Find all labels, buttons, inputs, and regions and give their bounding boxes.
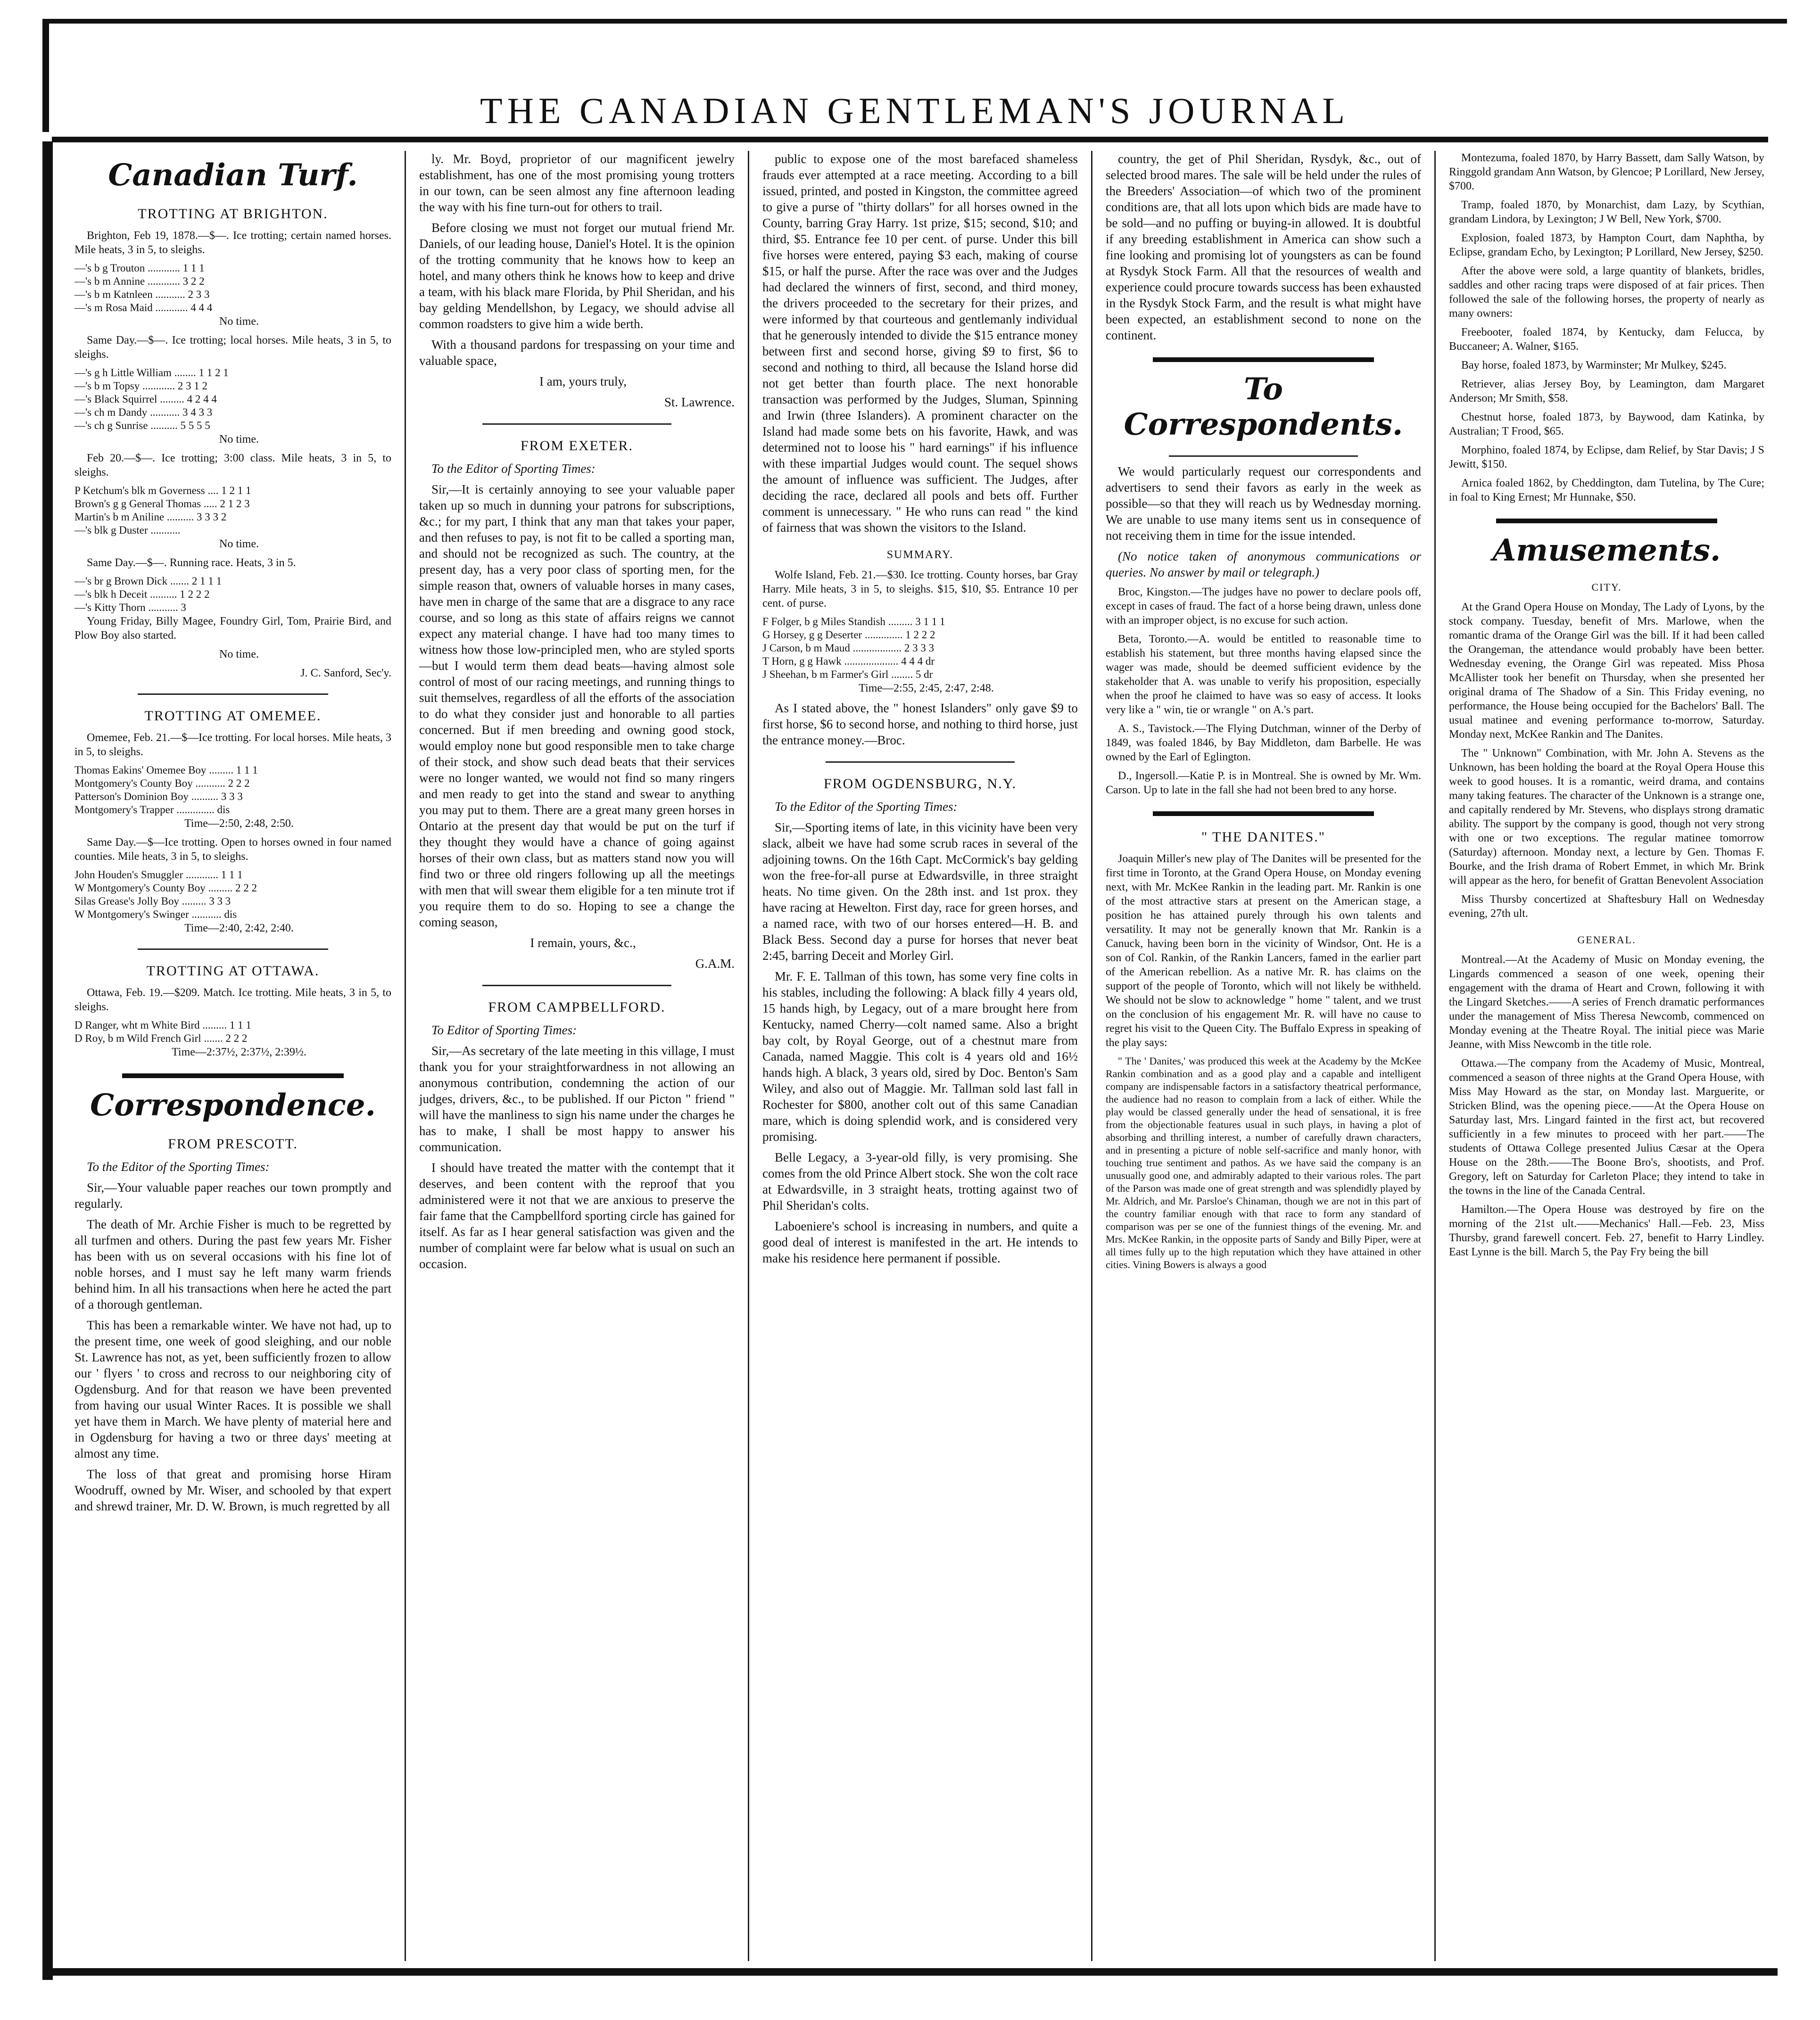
article-paragraph: Miss Thursby concertized at Shaftesbury Hall on Wednesday evening, 27th ult. [1449, 893, 1764, 920]
section-heading-correspondents: To Correspondents. [1124, 371, 1403, 442]
top-band [42, 19, 1787, 132]
result-line: —'s b m Annine ............ 3 2 2 [74, 275, 205, 287]
article-paragraph: The death of Mr. Archie Fisher is much to be regretted by all turfmen and others. During the past few years Mr. Fisher has been with us on several occasions with his fine lot of noble horses, and I must say he left many warm friends behind him. In all his transactions when here he acted the part of a thorough gentleman. [74, 1217, 391, 1311]
article-paragraph: Sir,—As secretary of the late meeting in this village, I must thank you for your straightforwardness in not allowing an anonymous contribution, condemning the action of our judges, drivers, &c., to be published. If our Picton " friend " will have the manliness to sign his name under the charges he has to make, I shall be most happy to answer his communication. [419, 1044, 735, 1154]
summary-time: Time—2:55, 2:45, 2:47, 2:48. [859, 682, 994, 694]
feb20-results [74, 484, 391, 537]
heavy-rule [1153, 811, 1373, 816]
sale-entry: After the above were sold, a large quantity of blankets, bridles, saddles and other racing traps were disposed of at fair prices. Then followed the sale of the following horses, the property of nearly as many owners: [1449, 265, 1764, 320]
exeter-title: FROM EXETER. [520, 438, 633, 453]
separator [826, 761, 1015, 763]
result-line: —'s g h Little William ........ 1 1 2 1 [74, 367, 229, 379]
result-line: T Horn, g g Hawk .................... 4 4 4 dr [762, 655, 935, 667]
result-line: —'s blk h Deceit .......... 1 2 2 2 [74, 588, 210, 600]
signature: St. Lawrence. [664, 395, 735, 409]
result-line: Martin's b m Aniline .......... 3 3 3 2 [74, 511, 227, 523]
answer-paragraph: A. S., Tavistock.—The Flying Dutchman, winner of the Derby of 1849, was foaled 1846, by Bay Middleton, dam Barbelle. He was owned by the Earl of Eglington. [1106, 723, 1421, 763]
article-paragraph: Sir,—Sporting items of late, in this vicinity have been very slack, albeit we have had some scrub races in several of the adjoining towns. On the 16th Capt. McCormick's bay gelding won the free-for-all purse at Edwardsville, in three straight heats. No time given. On the 28th inst. and 1st prox. they have racing at Hewelton. First day, race for green horses, and a named race, with two of our horses entered—H. B. and Black Bess. Second day a purse for horses that never beat 2:45, barring Deceit and Morley Girl. [762, 820, 1078, 963]
result-line: —'s ch m Dandy ........... 3 4 3 3 [74, 406, 213, 418]
omemee-intro: Omemee, Feb. 21.—$—Ice trotting. For local horses. Mile heats, 3 in 5, to sleighs. [74, 732, 391, 758]
omemee-time2: Time—2:40, 2:42, 2:40. [184, 922, 294, 934]
result-line: —'s m Rosa Maid ............ 4 4 4 [74, 302, 213, 313]
sale-entry: Tramp, foaled 1870, by Monarchist, dam Lazy, by Scythian, grandam Lindora, by Lexington; J W Bell, New York, $700. [1449, 199, 1764, 225]
result-line: J Sheehan, b m Farmer's Girl ........ 5 dr [762, 668, 933, 680]
feb20-intro: Feb 20.—$—. Ice trotting; 3:00 class. Mile heats, 3 in 5, to sleighs. [74, 452, 391, 478]
result-line: Patterson's Dominion Boy .......... 3 3 3 [74, 791, 243, 802]
result-line: W Montgomery's Swinger ........... dis [74, 908, 237, 920]
answer-paragraph: Beta, Toronto.—A. would be entitled to reasonable time to establish his statement, but three months having elapsed since the wager was made, should be deemed sufficient evidence by the stakeholder that A. was unable to verify his proposition, especially when the proof he claimed to have was so easy of access. It looks very like a " win, tie or wrangle " on A.'s part. [1106, 633, 1421, 716]
separator [482, 423, 671, 425]
result-line: —'s blk g Duster ........... [74, 524, 181, 536]
anonymous-notice: (No notice taken of anonymous communications or queries. No answer by mail or telegraph.) [1106, 549, 1421, 579]
article-paragraph: As I stated above, the " honest Islanders" only gave $9 to first horse, $6 to second horse, and nothing to third horse, just the entrance money.—Broc. [762, 701, 1078, 747]
article-paragraph: The loss of that great and promising horse Hiram Woodruff, owned by Mr. Wiser, and schooled by that expert and shrewd trainer, Mr. D. W. Brown, is much regretted by all [74, 1467, 391, 1513]
article-paragraph: Belle Legacy, a 3-year-old filly, is very promising. She comes from the old Prince Albert stock. She won the colt race at Edwardsville, in 3 straight heats, trotting against two of Phil Sheridan's colts. [762, 1150, 1078, 1212]
danites-title: " THE DANITES." [1201, 829, 1326, 845]
article-paragraph: The " Unknown" Combination, with Mr. John A. Stevens as the Unknown, has been holding the board at the Royal Opera House this week to good houses. It is a romantic, weird drama, and contains many taking features. The character of the Unknown is a strange one, and capitally rendered by Mr. Stevens, who displays strong dramatic ability. The support by the company is good, though not very strong with one or two exceptions. The regular matinee tomorrow (Saturday) afternoon. Monday next, a lecture by Gen. Thomas F. Bourke, and the Irish drama of Robert Emmet, in which Mr. Brink will appear as the hero, for benefit of Grattan Benevolent Association [1449, 747, 1764, 887]
article-paragraph: Montreal.—At the Academy of Music on Monday evening, the Lingards commenced a season of one week, opening their engagement with the drama of Heart and Crown, following it with the Lingard Sketches.——A series of French dramatic performances under the management of Miss Theresa Newcomb, commenced on Monday evening at the Theatre Royal. The initial piece was Marie Jeanne, with Miss Newcomb in the title role. [1449, 954, 1764, 1051]
brighton-results [74, 262, 391, 314]
sale-entry: Morphino, foaled 1874, by Eclipse, dam Relief, by Star Davis; J S Jewitt, $150. [1449, 444, 1764, 470]
result-line: F Folger, b g Miles Standish ......... 3 1 1 1 [762, 616, 945, 627]
result-line: G Horsey, g g Deserter .............. 1 2 2 2 [762, 629, 935, 641]
same-day2-results [74, 575, 391, 614]
result-line: Brown's g g General Thomas ..... 2 1 2 3 [74, 498, 250, 510]
article-paragraph: Ottawa.—The company from the Academy of Music, Montreal, commenced a season of three nights at the Grand Opera House, with Miss May Howard as the star, on Monday last. Marguerite, or Stricken Blind, was the opening piece.——At the Opera House on Saturday last, Mrs. Lingard fainted in the first act, but recovered sufficiently in a few minutes to proceed with her part.——The students of Ottawa College presented Julius Cæsar at the Opera House on the 28th.——The Boone Bro's, shootists, and Prof. Gregory, left on Saturday for Carleton Place; they intend to take in the towns in the line of the Canada Central. [1449, 1057, 1764, 1197]
omemee-intro2: Same Day.—$—Ice trotting. Open to horses owned in four named counties. Mile heats, 3 in 5, to sleighs. [74, 836, 391, 863]
columns [61, 151, 1778, 1961]
omemee-results [74, 764, 391, 816]
same-day2-note: Young Friday, Billy Magee, Foundry Girl, Tom, Prairie Bird, and Plow Boy also started. [74, 615, 391, 642]
result-line: —'s Kitty Thorn ........... 3 [74, 602, 186, 613]
ottawa-time: Time—2:37½, 2:37½, 2:39½. [172, 1046, 306, 1058]
article-paragraph: At the Grand Opera House on Monday, The Lady of Lyons, by the stock company. Tuesday, benefit of Mrs. Marlowe, when the romantic drama of the Orange Girl was the bill. If it had been called the Orangeman, the attendance would probably have been better. Wednesday evening, the Orange Girl was repeated. Miss Phosa McAllister took her benefit on Thursday, when she presented her original drama of The Shadow of a Sin. This Friday evening, no performance, the House being occupied for the Bachelors' Ball. The usual matinee and evening performance to-morrow, Saturday. Monday next, McKee Rankin and The Danites. [1449, 601, 1764, 741]
ottawa-results [74, 1019, 391, 1045]
answer-paragraph: D., Ingersoll.—Katie P. is in Montreal. She is owned by Mr. Wm. Carson. Up to late in the fall she had not been bred to any horse. [1106, 770, 1421, 796]
section-heading-turf: Canadian Turf. [108, 157, 358, 193]
omemee-time: Time—2:50, 2:48, 2:50. [184, 817, 294, 830]
result-line: D Roy, b m Wild French Girl ....... 2 2 2 [74, 1032, 248, 1044]
same-day1-results [74, 366, 391, 432]
result-line: —'s b m Katnleen ........... 2 3 3 [74, 289, 210, 300]
bottom-rule [42, 1968, 1778, 1976]
result-line: J Carson, b m Maud .................. 2 3 3 3 [762, 642, 935, 654]
closing: I remain, yours, &c., [530, 936, 636, 950]
same-day2-intro: Same Day.—$—. Running race. Heats, 3 in 5. [87, 557, 296, 569]
article-paragraph: public to expose one of the most barefaced shameless frauds ever attempted at a race meeting. According to a bill issued, printed, and posted in Kingston, the committee agreed to give a purse of "thirty dollars" for all horses owned in the County, barring Gray Harry. 1st prize, $15; second, $10; and third, $5. Entrance fee 10 per cent. of purse. Under this bill five horses were entered, paying $3 each, making of course $15, or half the purse. After the race was over and the Judges had declared the winners of first, second, and third money, the drivers proceeded to the secretary for their prizes, and were informed by that courteous and gentlemanly individual that he generously intended to divide the $15 entrance money between first and second horse, giving $9 to first, $6 to second and nothing to third, all because the Island horse did not get better than fourth place. The next honorable transaction was performed by the Judges, Sluman, Spinning and Irwin (three Islanders). A prominent character on the Island had made some bets on his favorite, Hawk, and was determined not to loose his " hard earnings" if his influence with these impartial Judges would count. The sequel shows the amount of influence was sufficient. The Judges, after deciding the race, declared all pools and bets off. Further comment is unnecessary. " He who runs can read " the kind of fairness that was shown the visitors to the Island. [762, 152, 1078, 535]
ottawa-title: TROTTING AT OTTAWA. [146, 963, 320, 979]
heavy-rule [122, 1073, 344, 1078]
result-line: Montgomery's County Boy ........... 2 2 2 [74, 777, 250, 789]
result-line: —'s br g Brown Dick ....... 2 1 1 1 [74, 575, 222, 587]
brighton-title: TROTTING AT BRIGHTON. [138, 206, 328, 222]
omemee-title: TROTTING AT OMEMEE. [144, 708, 322, 724]
sale-entry: Montezuma, foaled 1870, by Harry Bassett, dam Sally Watson, by Ringgold grandam Ann Watson, by Glencoe; P Lorillard, New Jersey, $700. [1449, 152, 1764, 192]
heavy-rule [1496, 519, 1717, 523]
general-heading: GENERAL. [1577, 934, 1636, 946]
result-line: W Montgomery's County Boy ......... 2 2 2 [74, 882, 257, 894]
feb20-time: No time. [219, 538, 259, 550]
result-line: —'s Black Squirrel ......... 4 2 4 4 [74, 393, 217, 405]
article-paragraph: Sir,—It is certainly annoying to see your valuable paper taken up so much in dunning your patrons for subscriptions, &c.; for my part, I think that any man that takes your paper, and then refuses to pay, is not fit to be called a sporting man, and should not be recognized as such. The country, at the present day, has a very poor class of sporting men, for the simple reason that, owners of valuable horses in many cases, have men in charge of the same that are a disgrace to any race course, and so long as this state of affairs reigns we cannot expect any material change. I have had too many times to witness how those low-principled men, who are styled sports—but I would term them dead beats—having almost sole control of most of our racing meetings, and running things to suit themselves, regardless of all the efforts of the association to do what they consider just and honorable to all parties concerned. But if men breeding and owning good stock, would employ none but good responsible men to take charge of their stock, and show such dead beats that their services were no longer wanted, we would not find so many ringers and men ready to get into the stand and swear to anything you may put to them. There are a great many green horses in Ontario at the present day that would be put on the turf if they thought they would have a chance of going against horses of their own class, but as matters stand now you will find two or three old ringers following up all the meetings with men that will swear them eligible for a ten minute trot if you require them to do so. Hoping to see a change the coming season, [419, 482, 735, 929]
signature: G.A.M. [695, 956, 735, 971]
sale-entry: Explosion, foaled 1873, by Hampton Court, dam Naphtha, by Eclipse, grandam Echo, by Lexington; P Lorillard, New Jersey, $250. [1449, 232, 1764, 258]
section-heading-correspondence: Correspondence. [90, 1088, 376, 1123]
article-paragraph: I should have treated the matter with the contempt that it deserves, and been content with the reproof that you administered were it not that we are anxious to preserve the fair fame that the Campbellford sporting circle has gained for itself. As far as I hear general satisfaction was given and the number of complaint were far below what is usual on such an occasion. [419, 1161, 735, 1271]
closing: I am, yours truly, [539, 374, 627, 388]
same-day2-time: No time. [219, 648, 259, 660]
column-5 [1434, 151, 1778, 1961]
sale-entry: Chestnut horse, foaled 1873, by Baywood, dam Katinka, by Australian; T Frood, $65. [1449, 411, 1764, 437]
exeter-salutation: To the Editor of Sporting Times: [431, 462, 596, 476]
article-paragraph: Sir,—Your valuable paper reaches our town promptly and regularly. [74, 1180, 391, 1211]
summary-intro: Wolfe Island, Feb. 21.—$30. Ice trotting. County horses, bar Gray Harry. Mile heats, 3 in 5, to sleighs. $15, $10, $5. Entrance 10 per cent. of purse. [762, 569, 1078, 610]
omemee-results2 [74, 868, 391, 921]
city-heading: CITY. [1591, 581, 1622, 593]
heavy-rule [1153, 357, 1373, 362]
article-paragraph: country, the get of Phil Sheridan, Rysdyk, &c., out of selected brood mares. The sale will be held under the rules of the Breeders' Association—of which two of the prominent conditions are, that all lots upon which bids are made have to be sold—and no puffing or buying-in allowed. It is doubtful if any breeding establishment in America can show such a fine looking and promising lot of youngsters as can be found at Rysdyk Stock Farm. All that the resources of wealth and experience could procure towards success has been exhausted in the Rysdyk Stock Farm, and the result is what might have been expected, an establishment second to none on the continent. [1106, 152, 1421, 342]
article-paragraph: This has been a remarkable winter. We have not had, up to the present time, one week of good sleighing, and our noble St. Lawrence has not, as yet, been sufficiently frozen to allow our ' flyers ' to cross and recross to our neighboring city of Ogdensburg. And for that reason we have been prevented from having our usual Winter Races. It is possible we shall yet have them in March. We have plenty of material here and in Ogdensburg for having a two or three days' meeting at almost any time. [74, 1318, 391, 1460]
signature: J. C. Sanford, Sec'y. [300, 667, 391, 679]
result-line: John Houden's Smuggler ............ 1 1 1 [74, 869, 243, 881]
result-line: Thomas Eakins' Omemee Boy ......... 1 1 1 [74, 764, 258, 776]
result-line: Montgomery's Trapper .............. dis [74, 804, 230, 816]
column-1 [61, 151, 405, 1961]
separator [138, 693, 328, 695]
column-3 [748, 151, 1091, 1961]
result-line: Silas Grease's Jolly Boy ......... 3 3 3 [74, 895, 231, 907]
brighton-time: No time. [219, 315, 259, 328]
result-line: —'s b g Trouton ............ 1 1 1 [74, 262, 205, 274]
prescott-salutation: To the Editor of the Sporting Times: [87, 1160, 270, 1174]
sale-entry: Arnica foaled 1862, by Cheddington, dam Tutelina, by The Cure; in foal to King Ernest; Mr Hunnake, $50. [1449, 477, 1764, 503]
ottawa-intro: Ottawa, Feb. 19.—$209. Match. Ice trotting. Mile heats, 3 in 5, to sleighs. [74, 987, 391, 1013]
article-paragraph: Before closing we must not forget our mutual friend Mr. Daniels, of our leading house, Daniel's Hotel. It is the opinion of the trotting community that he knows how to keep an hotel, and many others think he knows how to keep and drive a team, with his black mare Florida, by Phil Sheridan, and his bay gelding Mendellshon, by Legacy, we should advise all common roadsters to give him a wide berth. [419, 221, 735, 331]
separator [482, 985, 671, 986]
result-line: —'s ch g Sunrise .......... 5 5 5 5 [74, 420, 210, 431]
same-day1-time: No time. [219, 433, 259, 445]
article-paragraph: ly. Mr. Boyd, proprietor of our magnificent jewelry establishment, has one of the most promising young trotters in our town, can be seen almost any fine afternoon leading the way with his fine turn-out for others to trail. [419, 152, 735, 214]
column-2 [405, 151, 748, 1961]
campbellford-salutation: To Editor of Sporting Times: [431, 1023, 577, 1037]
summary-results [762, 615, 1078, 681]
summary-title: SUMMARY. [886, 549, 954, 561]
same-day1-intro: Same Day.—$—. Ice trotting; local horses. Mile heats, 3 in 5, to sleighs. [74, 334, 391, 361]
answer-paragraph: Broc, Kingston.—The judges have no power to declare pools off, except in cases of fraud. The fact of a horse being drawn, unless done with an improper object, is no excuse for such action. [1106, 586, 1421, 627]
result-line: —'s b m Topsy ............ 2 3 1 2 [74, 380, 207, 392]
column-4 [1091, 151, 1434, 1961]
notice-paragraph: We would particularly request our correspondents and advertisers to send their favors as early in the week as possible—so that they will reach us by Wednesday morning. We are unable to use many items sent us in consequence of not receiving them in time for the issue intended. [1106, 464, 1421, 543]
ogdensburg-title: FROM OGDENSBURG, N.Y. [823, 776, 1017, 792]
result-line: D Ranger, wht m White Bird ......... 1 1 1 [74, 1019, 251, 1031]
ogdensburg-salutation: To the Editor of the Sporting Times: [775, 800, 958, 814]
article-paragraph: Mr. F. E. Tallman of this town, has some very fine colts in his stables, including the following: A black filly 4 years old, 15 hands high, by Legacy, out of a mare brought here from Kentucky, named Cherry—colt named same. Also a bright bay colt, by Royal George, out of a chestnut mare from Canada, named Maggie. This colt is 4 years old and 16½ hands high. A black, 3 years old, sired by Doc. Benton's Sam Wiley, and also out of Maggie. Mr. Tallman sold last fall in Rochester for $800, another colt out of this same Canadian mare, which is doing splendid work, and is considered very promising. [762, 969, 1078, 1144]
article-paragraph: Laboeniere's school is increasing in numbers, and quite a good deal of interest is manifested in the art. He intends to make his residence here permanent if possible. [762, 1219, 1078, 1265]
article-paragraph: Hamilton.—The Opera House was destroyed by fire on the morning of the 21st ult.——Mechanics' Hall.—Feb. 23, Miss Thursby, grand farewell concert. Feb. 27, benefit to Harry Lindley. East Lynne is the bill. March 5, the Pay Fry being the bill [1449, 1204, 1764, 1258]
newspaper-page [42, 19, 1787, 1980]
article-paragraph: Joaquin Miller's new play of The Danites will be presented for the first time in Toronto, at the Grand Opera House, on Monday evening next, with Mr. McKee Rankin in the leading part. Mr. Rankin is one of the most attractive stars at present on the American stage, a position he has attained purely through his own talents and versatility. It may not be generally known that Mr. Rankin is a Canuck, having been born in the vicinity of Windsor, Ont. He is a son of Col. Rankin, of the Rankin Lancers, famed in the earlier part of the American rebellion. As a native Mr. R. has claims on the support of the people of Toronto, which will not likely be withheld. We should not be slow to acknowledge " home " talent, and we trust on the conclusion of his engagement Mr. R. will have no cause to regret his visit to the Queen City. The Buffalo Express in speaking of the play says: [1106, 853, 1421, 1049]
result-line: P Ketchum's blk m Governess .... 1 2 1 1 [74, 485, 251, 496]
article-paragraph: " The ' Danites,' was produced this week at the Academy by the McKee Rankin combination and as a good play and a capable and intelligent company are indispensable factors in a satisfactory theatrical performance, the audience had no reason to complain from a lack of either. While the play would be classed generally under the head of sensational, it is free from the objectionable features usual in such plays, in having a plot of absorbing and thrilling interest, a number of carefully drawn characters, and in presenting a picture of noble self-sacrifice and manly honor, with touching true sentiment and pathos. As we have said the company is an unusually good one, and admirably adapted to their various roles. The part of the Parson was made one of great strength and was splendidly played by Mr. Aldrich, and Mr. Parsloe's Chinaman, though we are not in this part of the country familiar enough with that race to form any standard of comparison was per se one of the funniest things of the evening. Mr. and Mrs. McKee Rankin, in the opposite parts of Sandy and Billy Piper, were at all times fully up to the high reputation which they have attained in other cities. Vining Bowers is always a good [1106, 1055, 1421, 1270]
sale-entry: Freebooter, foaled 1874, by Kentucky, dam Felucca, by Buccaneer; A. Walner, $165. [1449, 326, 1764, 353]
masthead: THE CANADIAN GENTLEMAN'S JOURNAL [480, 90, 1350, 131]
prescott-title: FROM PRESCOTT. [168, 1136, 298, 1152]
sale-entry: Bay horse, foaled 1873, by Warminster; Mr Mulkey, $245. [1461, 359, 1727, 371]
campbellford-title: FROM CAMPBELLFORD. [488, 999, 666, 1015]
separator [1169, 455, 1358, 457]
top-rule [42, 19, 1787, 24]
section-heading-amusements: Amusements. [1492, 533, 1721, 568]
article-paragraph: With a thousand pardons for trespassing on your time and valuable space, [419, 338, 735, 368]
separator [138, 948, 328, 950]
masthead-rule [52, 137, 1768, 142]
brighton-intro: Brighton, Feb 19, 1878.—$—. Ice trotting; certain named horses. Mile heats, 3 in 5, to sleighs. [74, 230, 391, 256]
binding-edge [42, 141, 53, 1980]
sale-entry: Retriever, alias Jersey Boy, by Leamington, dam Margaret Anderson; Mr Smith, $58. [1449, 378, 1764, 404]
